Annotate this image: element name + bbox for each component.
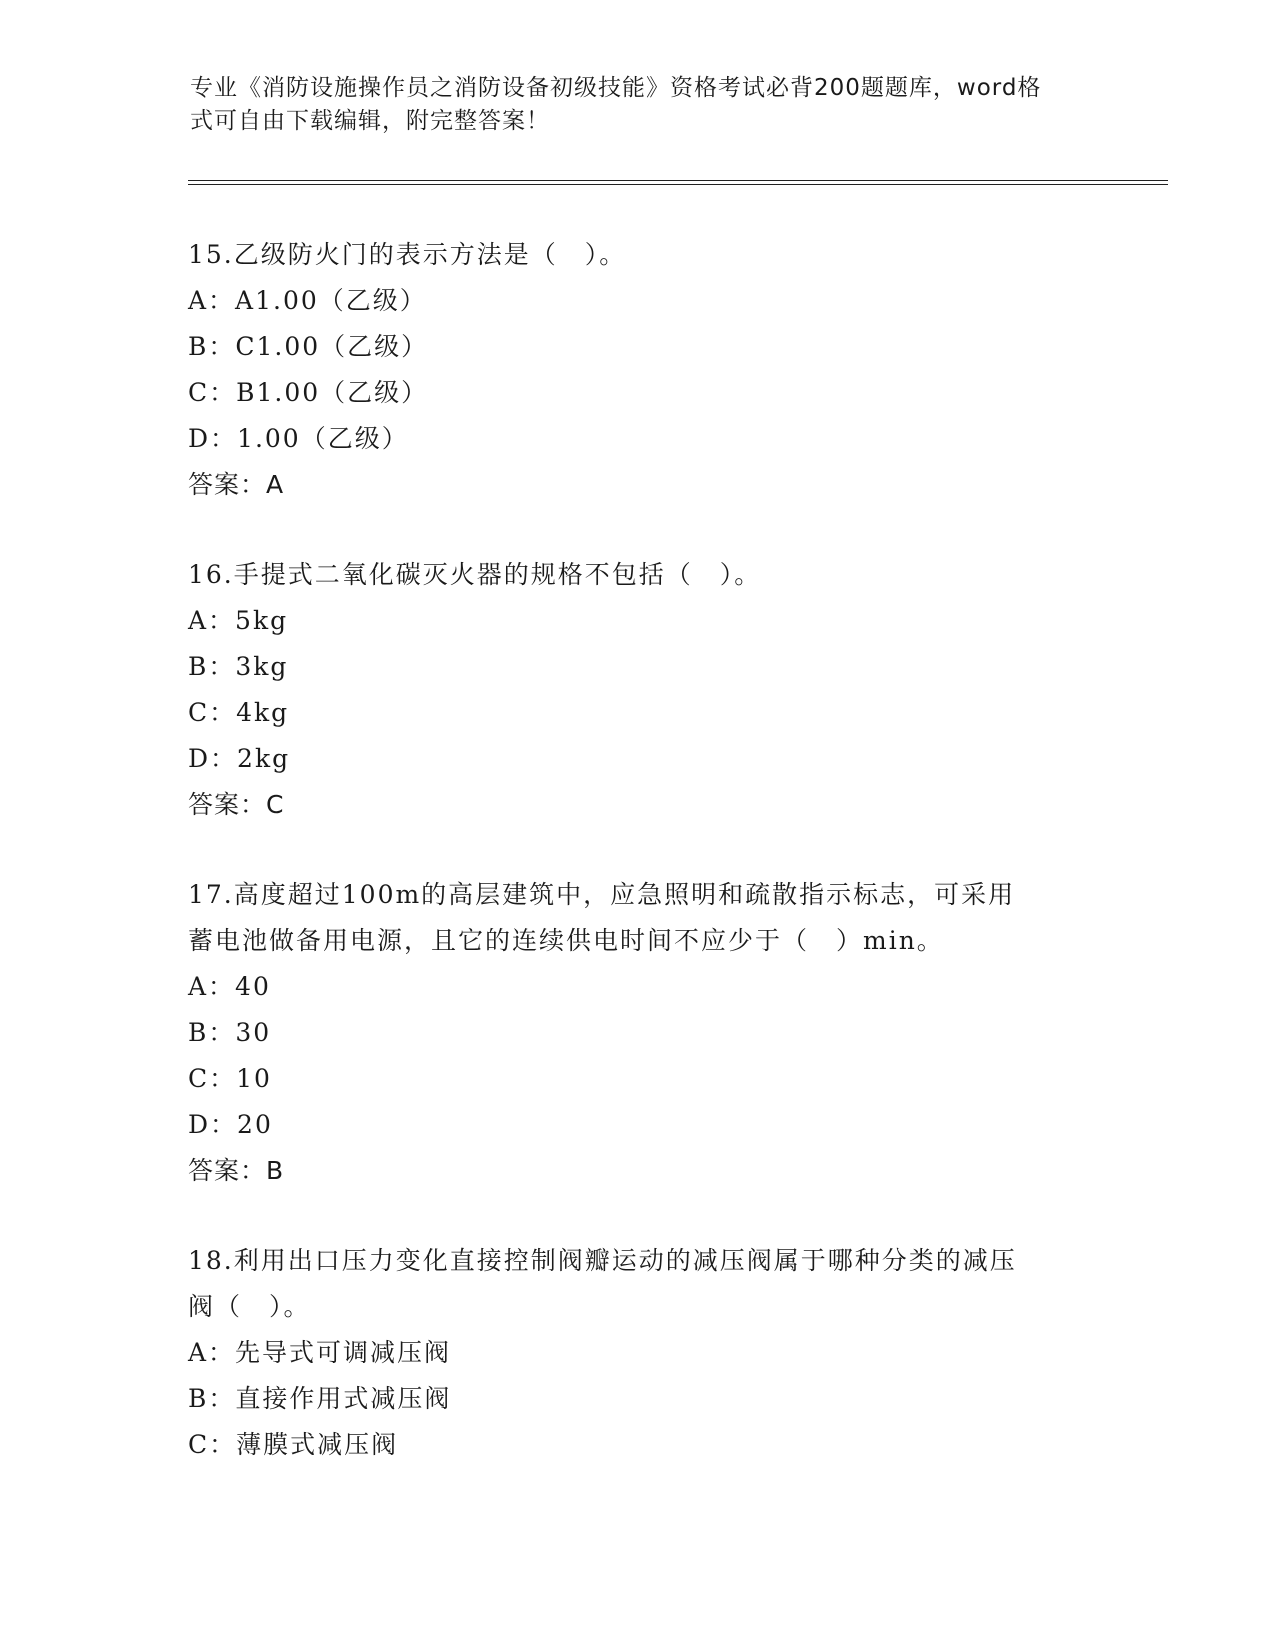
- option-a: A：A1.00（乙级）: [188, 286, 427, 315]
- option-a: A：5kg: [188, 606, 289, 635]
- option-c: C：B1.00（乙级）: [188, 378, 429, 407]
- option-a: A：先导式可调减压阀: [188, 1338, 452, 1367]
- question-stem-line-2: 阀（ ）。: [188, 1292, 311, 1321]
- option-c: C：薄膜式减压阀: [188, 1430, 399, 1459]
- option-d: D：2kg: [188, 744, 291, 773]
- option-a: A：40: [188, 972, 271, 1001]
- option-b: B：C1.00（乙级）: [188, 332, 429, 361]
- question-stem-line-2: 蓄电池做备用电源，且它的连续供电时间不应少于（ ）min。: [188, 926, 944, 955]
- question-stem: 15.乙级防火门的表示方法是（ ）。: [188, 240, 627, 269]
- option-b: B：直接作用式减压阀: [188, 1384, 452, 1413]
- document-header: [190, 72, 1090, 138]
- answer: 答案：C: [188, 790, 285, 819]
- option-c: C：10: [188, 1064, 272, 1093]
- answer: 答案：A: [188, 470, 285, 499]
- question-16: [188, 552, 1088, 828]
- question-stem-line-1: 17.高度超过100m的高层建筑中，应急照明和疏散指示标志，可采用: [188, 880, 1016, 909]
- option-b: B：3kg: [188, 652, 289, 681]
- header-divider-bottom: [188, 184, 1168, 185]
- question-stem: 16.手提式二氧化碳灭火器的规格不包括（ ）。: [188, 560, 762, 589]
- option-c: C：4kg: [188, 698, 290, 727]
- question-stem-line-1: 18.利用出口压力变化直接控制阀瓣运动的减压阀属于哪种分类的减压: [188, 1246, 1017, 1275]
- answer: 答案：B: [188, 1156, 285, 1185]
- option-b: B：30: [188, 1018, 272, 1047]
- option-d: D：20: [188, 1110, 273, 1139]
- option-d: D：1.00（乙级）: [188, 424, 409, 453]
- header-line-2: 式可自由下载编辑，附完整答案！: [190, 108, 550, 134]
- question-18: [188, 1238, 1088, 1468]
- header-divider-top: [188, 180, 1168, 181]
- question-17: [188, 872, 1088, 1194]
- question-15: [188, 232, 1088, 508]
- header-line-1: 专业《消防设施操作员之消防设备初级技能》资格考试必背200题题库，word格: [190, 75, 1042, 101]
